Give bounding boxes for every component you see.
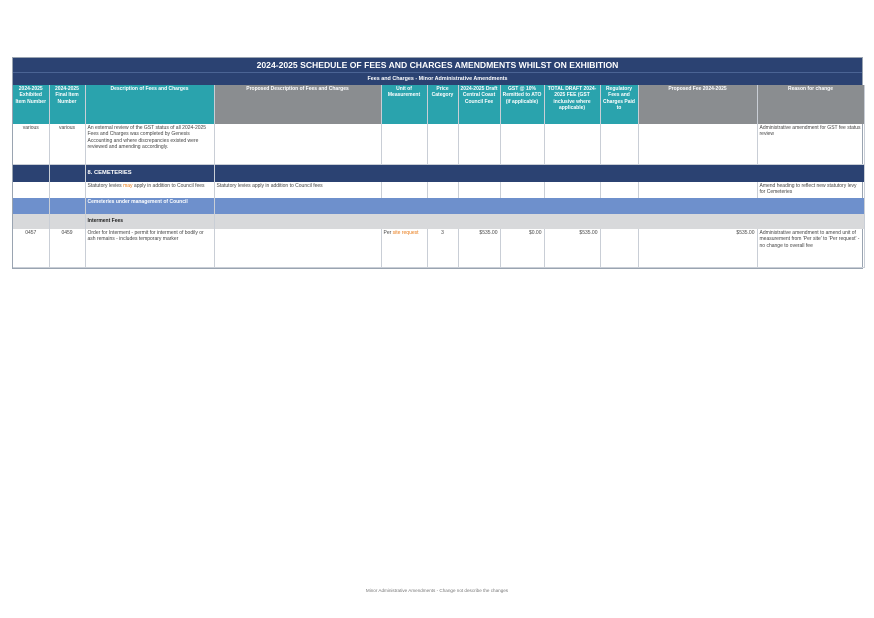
table-row [13,229,864,268]
col-header-final-item: 2024-2025 Final Item Number [49,85,85,124]
description-cell: Order for Interment - permit for interment of bodily or ash remains - includes temporary marker [85,229,214,268]
final-item-cell: 0459 [49,229,85,268]
col-header-proposed-description: Proposed Description of Fees and Charges [214,85,381,124]
fees-table [13,85,865,268]
description-text: apply in addition to Council fees [132,183,205,189]
regulatory-cell [600,229,638,268]
total-fee-cell: $535.00 [544,229,600,268]
col-header-reason: Reason for change [757,85,864,124]
price-category-cell: 3 [427,229,458,268]
proposed-description-cell [214,229,381,268]
exhibited-item-cell: 0457 [13,229,49,268]
col-header-gst: GST @ 10% Remitted to ATO (if applicable) [500,85,544,124]
col-header-exhibited-item: 2024-2025 Exhibited Item Number [13,85,49,124]
proposed-fee-cell: $535.00 [638,229,757,268]
proposed-description-cell [214,124,381,165]
reason-cell: Amend heading to reflect new statutory levy for Cemeteries [757,182,864,198]
subsection-heading: Cemeteries under management of Council [85,198,214,214]
group-row [13,214,864,229]
final-item-cell: various [49,124,85,165]
table-row [13,182,864,198]
highlighted-unit: site request [392,230,419,236]
description-cell: An external review of the GST status of all 2024-2025 Fees and Charges was completed by Genesis Accounting and where discrepancies existed were reviewed and amending accordingly. [85,124,214,165]
exhibited-item-cell: various [13,124,49,165]
col-header-draft-fee: 2024-2025 Draft Central Coast Council Fee [458,85,500,124]
col-header-proposed-fee: Proposed Fee 2024-2025 [638,85,757,124]
header-row [13,85,864,124]
gst-cell: $0.00 [500,229,544,268]
section-heading: 8. CEMETERIES [85,165,214,183]
table-row [13,124,864,165]
reason-cell: Administrative amendment for GST fee status review [757,124,864,165]
reason-cell: Administrative amendment to amend unit of measurement from 'Per site' to 'Per request' - no change to overall fee [757,229,864,268]
schedule-subtitle: Fees and Charges - Minor Administrative Amendments [13,72,862,85]
unit-text: Per [383,230,393,236]
col-header-unit: Unit of Measurement [381,85,427,124]
unit-cell [381,229,427,268]
draft-fee-cell: $535.00 [458,229,500,268]
col-header-total-fee: TOTAL DRAFT 2024-2025 FEE (GST inclusive where applicable) [544,85,600,124]
col-header-description: Description of Fees and Charges [85,85,214,124]
col-header-regulatory: Regulatory Fees and Charges Paid to [600,85,638,124]
group-heading: Interment Fees [85,214,214,229]
section-row-cemeteries [13,165,864,183]
page-footer: Minor Administrative Amendments - Change not describe the changes [365,588,509,593]
highlighted-word: may [123,183,133,189]
description-cell [85,182,214,198]
fees-schedule-sheet [12,57,863,269]
schedule-title: 2024-2025 SCHEDULE OF FEES AND CHARGES AMENDMENTS WHILST ON EXHIBITION [13,58,862,72]
description-text: Statutory levies [87,183,124,189]
col-header-price-category: Price Category [427,85,458,124]
subsection-row [13,198,864,214]
proposed-description-cell: Statutory levies apply in addition to Council fees [214,182,381,198]
